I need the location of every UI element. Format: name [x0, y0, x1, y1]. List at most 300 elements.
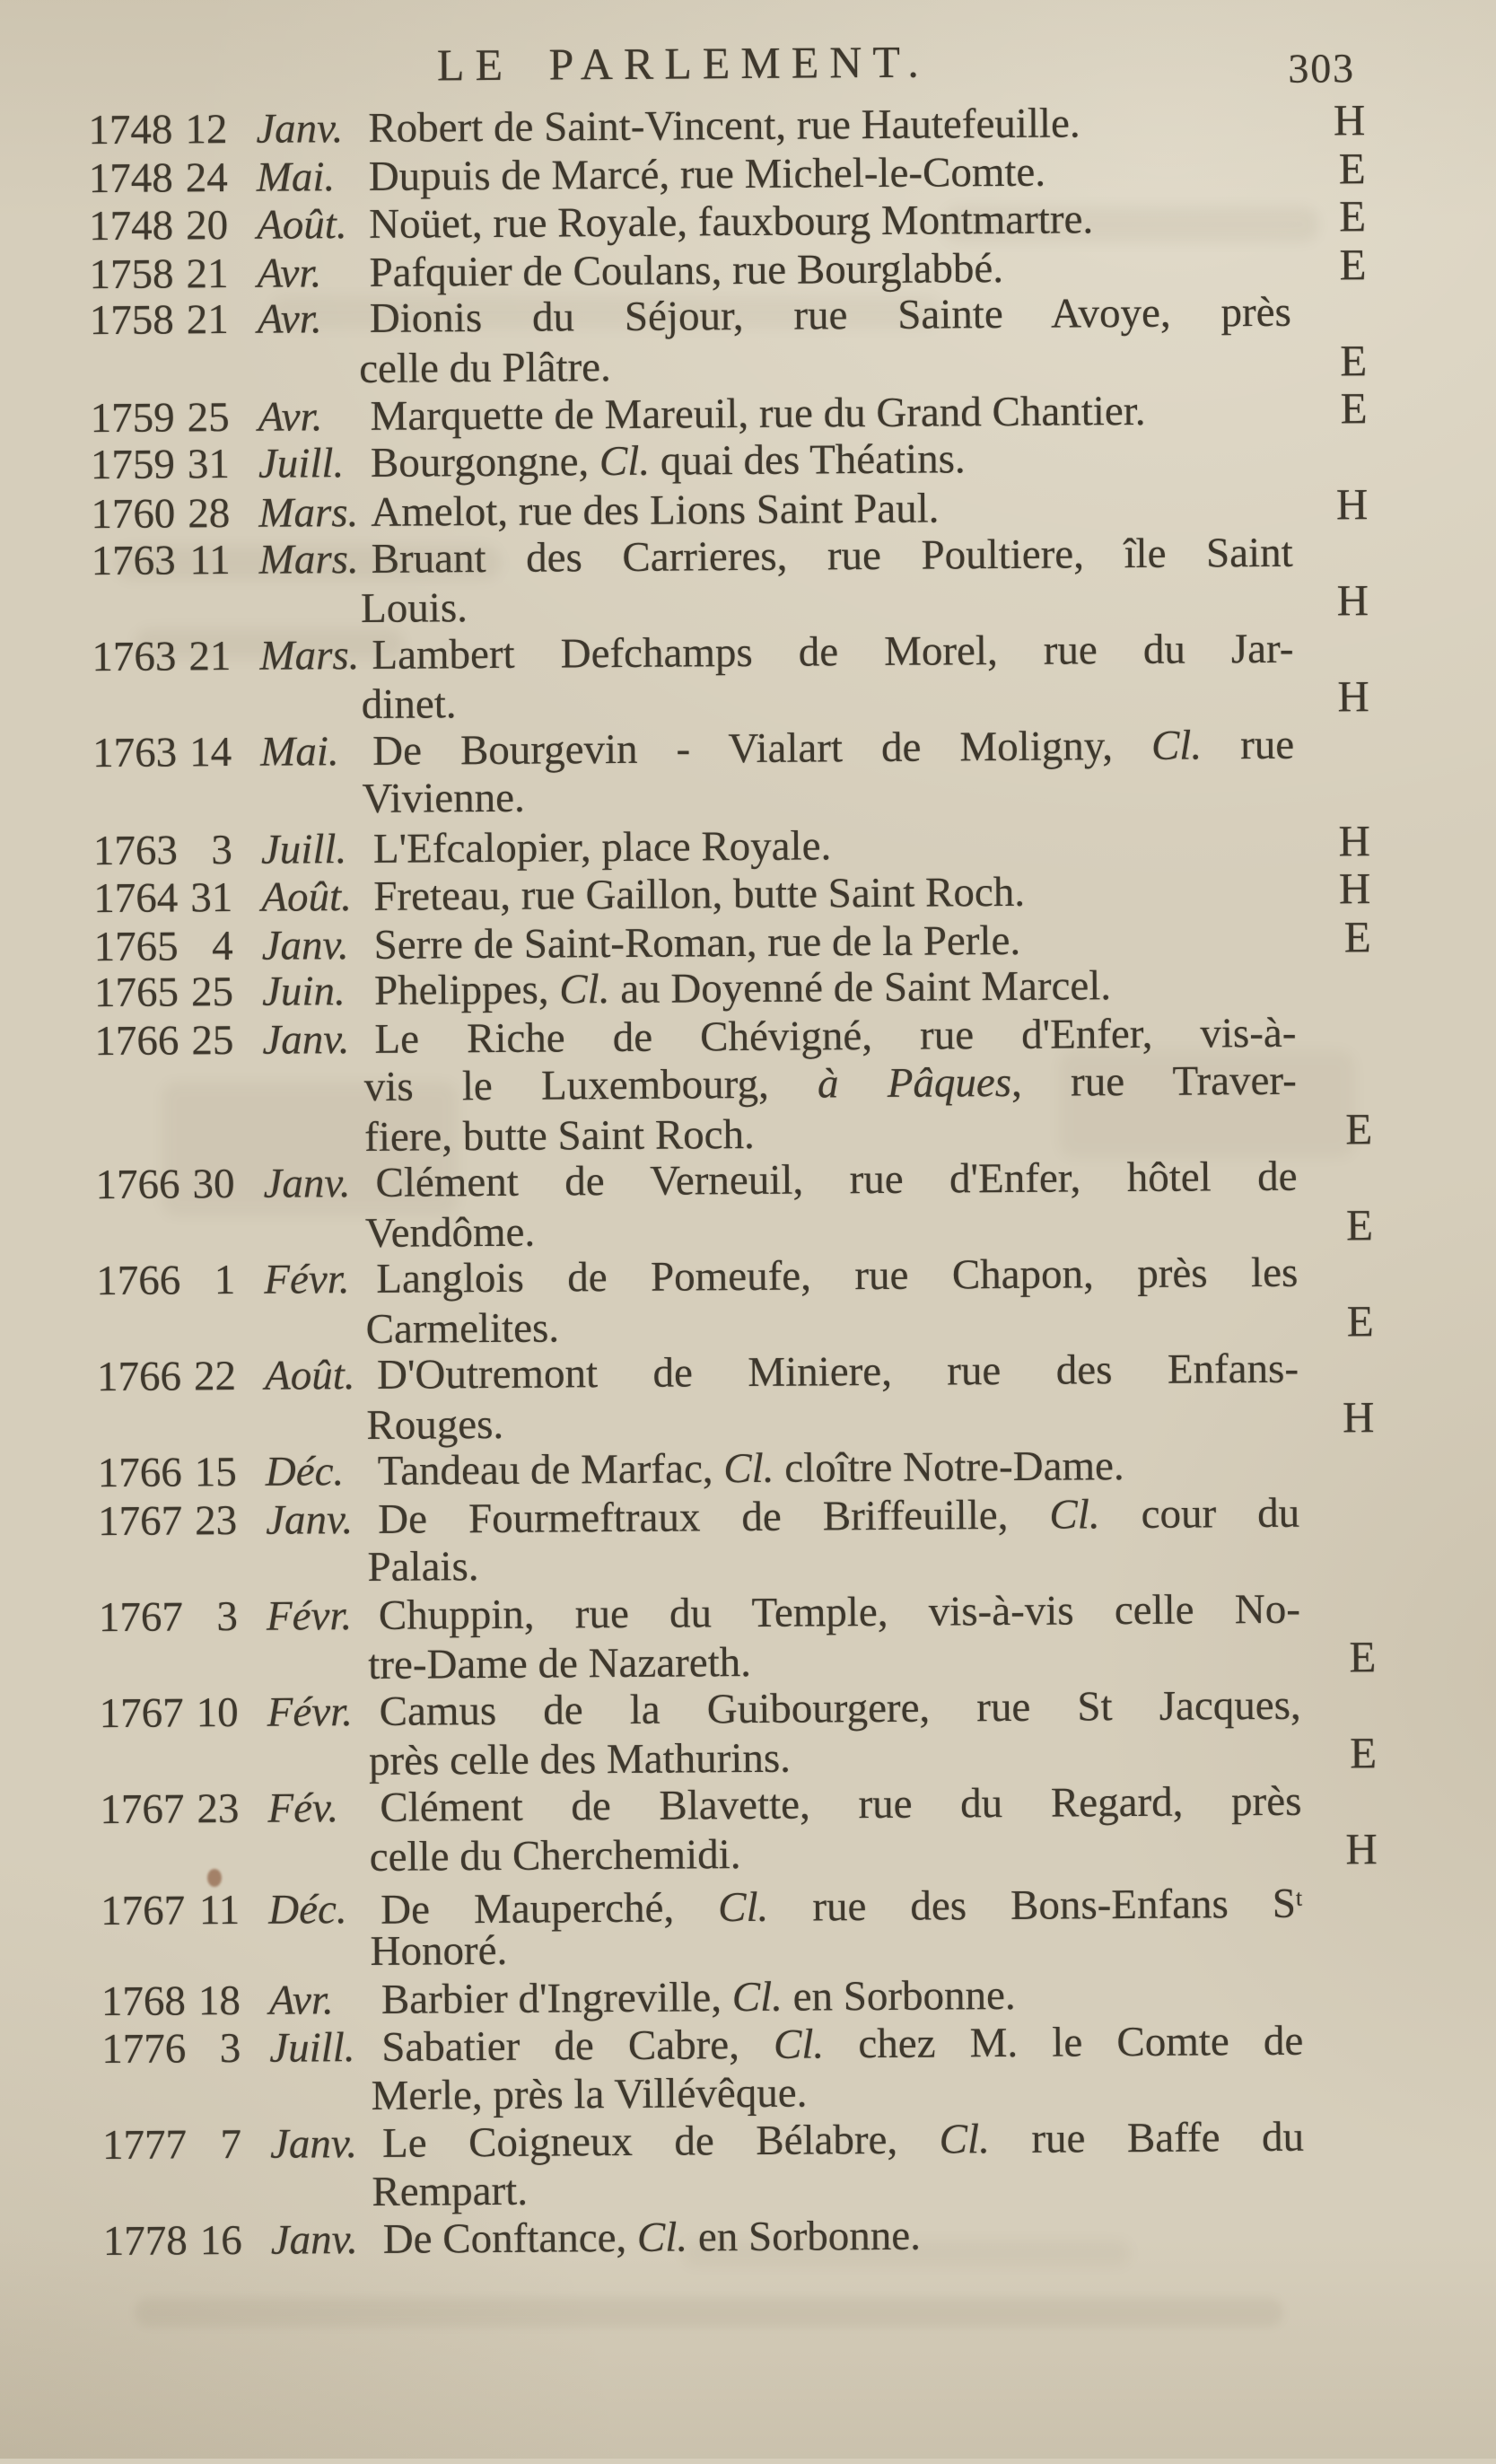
entry-text-line [372, 721, 1294, 776]
entry-text-cell [374, 1009, 1296, 1064]
entry-row [99, 1585, 1378, 1690]
entry-month-cell: Juill. [269, 2024, 355, 2072]
entry-row [91, 433, 1369, 489]
entry-row [89, 145, 1367, 201]
lodging-mark: E [1343, 911, 1372, 961]
entry-day-cell: 18 [197, 1977, 241, 2024]
entry-day-cell: 11 [198, 1887, 241, 1934]
entry-text-line [370, 387, 1291, 442]
entry-text-cell [379, 1681, 1300, 1736]
text-segment: L'Efcalopier, place Royale. [372, 821, 832, 872]
entry-month-cell: Févr. [267, 1688, 354, 1736]
entry-line [97, 1393, 1375, 1450]
lodging-mark [1299, 1381, 1375, 1382]
lodging-mark: H [1337, 671, 1370, 722]
entry-month-cell: Fév. [267, 1784, 339, 1832]
lodging-mark [1304, 2150, 1380, 2151]
page-number: 303 [1288, 45, 1356, 92]
lodging-mark [1295, 805, 1371, 806]
entry-row [90, 384, 1368, 441]
entry-line [101, 1873, 1378, 1935]
entry-text-line [378, 1489, 1299, 1544]
text-segment: dinet. [361, 680, 457, 728]
entry-line [100, 1777, 1378, 1834]
continuation-indent [92, 718, 362, 720]
entry-month-cell: Avr. [268, 1976, 334, 2024]
text-segment: vis le Luxembourg, [363, 1060, 818, 1110]
entry-month-cell: Avr. [257, 295, 322, 343]
entry-text-cell [370, 387, 1291, 442]
entry-text-line [371, 2065, 1303, 2120]
text-segment: Cl. [599, 437, 651, 485]
entry-line [94, 1009, 1372, 1065]
entry-text-line [374, 1009, 1296, 1064]
entry-year-cell: 1776 [101, 2025, 187, 2074]
entry-month-cell: Janv. [261, 921, 349, 969]
continuation-indent [101, 1871, 370, 1872]
entry-text-line [383, 2210, 1305, 2265]
text-segment: fiere, butte Saint Roch. [364, 1110, 755, 1161]
entry-line [94, 913, 1372, 969]
lodging-mark: H [1335, 479, 1369, 530]
entry-month-cell: Janv. [270, 2216, 358, 2264]
entry-day-cell: 12 [185, 106, 228, 153]
entry-year-cell: 1767 [99, 1688, 184, 1737]
text-segment: Louis. [360, 584, 468, 633]
entry-row [91, 480, 1369, 537]
entry-text-line [382, 2114, 1304, 2169]
lodging-mark: H [1338, 815, 1372, 865]
entry-line [101, 1825, 1378, 1881]
lodging-mark [1301, 1718, 1378, 1719]
entry-year-cell: 1767 [98, 1592, 184, 1641]
entry-line [92, 768, 1370, 825]
lodging-mark [1303, 2006, 1379, 2007]
text-segment: Dionis du Séjour, rue Sainte Avoye, près [369, 288, 1291, 342]
entry-year-cell: 1765 [93, 969, 179, 1017]
entry-day-cell: 25 [191, 1016, 234, 1064]
text-segment: Noüet, rue Royale, fauxbourg Montmartre. [368, 196, 1094, 248]
entry-year-cell: 1758 [89, 296, 175, 345]
entry-line [101, 1969, 1379, 2026]
entry-line [101, 2017, 1379, 2074]
text-segment: Sabatier de Cabre, [381, 2021, 774, 2071]
lodging-mark: E [1339, 239, 1368, 289]
entry-row [100, 1777, 1378, 1882]
entry-line [95, 1057, 1373, 1113]
entry-text-cell [369, 242, 1290, 297]
entry-text-cell [368, 99, 1290, 153]
entry-day-cell: 21 [188, 632, 232, 680]
text-segment: rue Baffe du [989, 2113, 1305, 2163]
lodging-mark: H [1336, 575, 1370, 626]
entry-line [99, 1633, 1377, 1689]
lodging-mark: E [1349, 1632, 1378, 1682]
entry-month-cell: Juill. [260, 825, 347, 873]
entry-line [101, 2065, 1379, 2122]
entry-day-cell: 3 [216, 1592, 239, 1640]
entry-year-cell: 1768 [101, 1977, 187, 2025]
lodging-mark [1298, 1189, 1374, 1190]
entry-row [93, 817, 1371, 873]
entry-text-cell [378, 1489, 1299, 1544]
entry-year-cell: 1763 [92, 826, 179, 874]
text-segment: tre-Dame de Nazareth. [368, 1638, 752, 1688]
text-segment: Cl. [1150, 721, 1203, 769]
text-segment: Cl. [939, 2116, 991, 2163]
text-segment: Freteau, rue Gaillon, butte Saint Roch. [373, 868, 1026, 920]
entry-row [92, 625, 1370, 730]
lodging-mark: H [1333, 95, 1367, 145]
lodging-mark: E [1346, 1295, 1375, 1346]
entry-line [100, 1729, 1378, 1785]
lodging-mark [1296, 997, 1372, 998]
text-segment: Le Riche de Chévigné, rue d'Enfer, vis-à- [374, 1009, 1297, 1063]
lodging-mark [1299, 1526, 1376, 1527]
entry-line [89, 145, 1367, 201]
continuation-indent [96, 1246, 365, 1248]
continuation-indent [92, 622, 361, 624]
entry-day-cell: 23 [194, 1496, 238, 1544]
entry-line [102, 2113, 1380, 2170]
text-segment: Rouges. [366, 1400, 504, 1449]
entry-text-cell [372, 2161, 1304, 2216]
entry-month-cell: Avr. [258, 393, 323, 441]
entry-year-cell: 1759 [90, 440, 176, 488]
entry-line [103, 2209, 1381, 2266]
entry-text-cell [370, 289, 1291, 344]
entry-text-cell [371, 483, 1292, 538]
text-segment: Serre de Saint-Roman, rue de la Perle. [373, 916, 1021, 969]
entry-year-cell: 1767 [101, 1887, 186, 1935]
lodging-mark: H [1342, 1391, 1376, 1442]
text-segment: t [1295, 1884, 1303, 1911]
entry-line [92, 672, 1370, 729]
entry-text-cell [369, 195, 1290, 250]
entry-month-cell: Janv. [256, 105, 344, 153]
entry-month-cell: Janv. [262, 1015, 350, 1064]
lodging-mark [1304, 2102, 1380, 2103]
entry-text-line [376, 1250, 1298, 1304]
entry-row [94, 913, 1372, 969]
entry-text-line [367, 1538, 1299, 1592]
continuation-indent [102, 2109, 372, 2110]
entry-text-line [369, 146, 1290, 201]
entry-line [93, 817, 1371, 873]
entry-line [90, 384, 1368, 441]
entry-day-cell: 24 [185, 153, 228, 201]
entry-text-line [374, 961, 1296, 1016]
text-segment: Bruant des Carrieres, rue Poultiere, île Saint [371, 529, 1293, 583]
entry-text-line [372, 2161, 1304, 2216]
text-segment: cour du [1099, 1489, 1300, 1538]
entry-text-cell [380, 1777, 1301, 1832]
continuation-indent [98, 1438, 367, 1440]
entry-line [89, 192, 1367, 249]
entry-row [89, 241, 1367, 297]
entry-row [94, 960, 1372, 1017]
continuation-indent [97, 1342, 366, 1344]
entry-day-cell: 11 [189, 536, 231, 583]
entry-text-line [370, 289, 1291, 344]
entry-day-cell: 3 [211, 826, 233, 873]
entry-text-line [381, 1969, 1303, 2024]
entry-text-cell [362, 769, 1294, 824]
entry-month-cell: Déc. [265, 1448, 345, 1495]
continuation-indent [101, 1965, 371, 1967]
lodging-mark [1301, 1814, 1378, 1815]
entry-text-cell [378, 1442, 1299, 1496]
text-segment: quai des Théatins. [649, 434, 966, 485]
entry-text-line [371, 433, 1292, 487]
text-segment: Merle, près la Villévêque. [371, 2069, 808, 2119]
entry-line [102, 2161, 1380, 2218]
entry-line [95, 1153, 1373, 1209]
text-segment: rue [1201, 721, 1295, 768]
entry-month-cell: Janv. [263, 1160, 351, 1207]
entry-line [92, 625, 1369, 681]
entry-month-cell: Févr. [266, 1592, 353, 1640]
entry-text-line [373, 867, 1295, 922]
entry-year-cell: 1766 [96, 1257, 181, 1305]
text-segment: Vendôme. [364, 1208, 536, 1257]
entry-year-cell: 1748 [88, 106, 173, 154]
lodging-mark [1305, 2246, 1381, 2247]
text-segment: Le Coigneux de Bélabre, [381, 2116, 940, 2167]
lodging-mark [1302, 1916, 1378, 1917]
text-segment: Langlois de Pomeufe, rue Chapon, près les [376, 1249, 1299, 1302]
lodging-mark [1303, 1958, 1379, 1959]
entry-year-cell: 1759 [90, 394, 175, 443]
text-segment: celle du Cherchemidi. [369, 1831, 741, 1881]
lodging-mark: E [1340, 383, 1369, 434]
entry-line [98, 1441, 1376, 1497]
entry-text-line [379, 1585, 1300, 1640]
entry-text-cell [370, 1922, 1302, 1977]
entry-line [99, 1681, 1377, 1738]
entry-month-cell: Août. [264, 1352, 355, 1399]
entry-year-cell: 1766 [97, 1449, 182, 1497]
text-segment: D'Outremont de Miniere, rue des Enfans- [376, 1345, 1299, 1399]
entry-year-cell: 1748 [88, 153, 173, 202]
entry-year-cell: 1766 [95, 1161, 180, 1209]
entry-line [93, 864, 1371, 921]
entry-year-cell: 1778 [102, 2217, 188, 2266]
text-segment: Bourgongne, [370, 437, 600, 487]
text-segment: au Doyenné de Saint Marcel. [609, 962, 1112, 1013]
entry-month-cell: Déc. [268, 1886, 347, 1934]
entry-row [93, 864, 1371, 921]
entry-year-cell: 1758 [89, 250, 174, 298]
lodging-mark [1304, 2198, 1380, 2199]
entry-row [99, 1681, 1378, 1786]
entry-text-line [375, 1153, 1297, 1208]
text-segment: près celle des Mathurins. [368, 1734, 792, 1784]
lodging-mark: E [1340, 335, 1369, 385]
entry-text-cell [377, 1346, 1299, 1400]
entry-day-cell: 23 [197, 1784, 240, 1832]
entry-day-cell: 21 [186, 250, 229, 297]
lodging-mark: E [1345, 1199, 1375, 1250]
text-segment: en Sorbonne. [687, 2212, 922, 2261]
entry-row [90, 288, 1369, 393]
entries-list [88, 96, 1381, 2266]
entry-day-cell: 25 [187, 394, 230, 442]
text-segment: Cl. [773, 2021, 825, 2068]
entry-day-cell: 4 [212, 922, 233, 969]
entry-text-cell [364, 1057, 1297, 1112]
lodging-mark [1298, 1285, 1374, 1286]
text-segment: De Bourgevin - Vialart de Moligny, [372, 722, 1152, 775]
text-segment: Cl. [559, 966, 610, 1013]
entry-month-cell: Août. [256, 201, 347, 249]
entry-day-cell: 21 [186, 296, 230, 344]
entry-text-cell [371, 433, 1292, 487]
text-segment: Carmelites. [365, 1303, 560, 1353]
entry-day-cell: 30 [192, 1160, 235, 1208]
entry-day-cell: 7 [220, 2120, 242, 2169]
entry-text-cell [372, 625, 1293, 680]
text-segment: Cl. [717, 1883, 769, 1931]
text-segment: Cl. [636, 2214, 688, 2261]
lodging-mark [1297, 1093, 1373, 1094]
entry-year-cell: 1777 [101, 2121, 188, 2170]
entry-line [88, 96, 1366, 153]
entry-row [98, 1489, 1377, 1594]
entry-text-cell [373, 867, 1295, 922]
entry-text-cell [372, 529, 1293, 583]
continuation-indent [102, 2205, 372, 2206]
entry-day-cell: 14 [189, 728, 232, 776]
entry-row [97, 1345, 1376, 1450]
entry-text-line [359, 338, 1291, 393]
entry-day-cell: 31 [187, 440, 231, 487]
entry-row [92, 721, 1371, 826]
entry-line [89, 241, 1367, 297]
entry-row [88, 96, 1366, 153]
entry-text-line [374, 915, 1296, 969]
entry-month-cell: Janv. [269, 2120, 358, 2168]
entry-year-cell: 1763 [91, 536, 176, 584]
entry-month-cell: Mars. [259, 631, 360, 680]
entry-day-cell: 15 [194, 1448, 237, 1496]
text-segment: en Sorbonne. [782, 1971, 1016, 2021]
entry-text-cell [376, 1250, 1298, 1304]
entry-day-cell: 25 [190, 969, 234, 1016]
text-segment: Amelot, rue des Lions Saint Paul. [371, 485, 940, 536]
lodging-mark: E [1338, 191, 1368, 241]
entry-text-line [369, 242, 1290, 297]
entry-text-line [379, 1681, 1300, 1736]
continuation-indent [100, 1775, 369, 1776]
entry-line [97, 1345, 1375, 1401]
entry-text-cell [367, 1538, 1299, 1592]
continuation-indent [99, 1679, 368, 1680]
entry-text-line [380, 1777, 1301, 1832]
text-segment: De Fourmeftraux de Briffeuille, [377, 1491, 1050, 1543]
entry-month-cell: Juin. [261, 968, 346, 1015]
entry-text-line [371, 483, 1292, 538]
entry-day-cell: 31 [190, 874, 233, 922]
lodging-mark [1291, 325, 1368, 326]
entry-line [94, 960, 1372, 1017]
entry-text-cell [359, 338, 1291, 393]
entry-text-line [370, 1922, 1302, 1977]
entry-text-cell [381, 1969, 1303, 2024]
entry-row [98, 1441, 1376, 1497]
entry-month-cell: Mai. [260, 727, 339, 776]
lodging-mark: H [1345, 1824, 1378, 1874]
entry-year-cell: 1760 [91, 490, 176, 539]
entry-row [92, 529, 1370, 634]
entry-text-cell [382, 2114, 1304, 2169]
entry-year-cell: 1767 [97, 1496, 183, 1545]
entry-line [99, 1585, 1377, 1642]
text-segment: Lambert Defchamps de Morel, rue du Jar- [372, 625, 1294, 679]
text-segment: Vivienne. [362, 774, 525, 822]
entry-text-cell [369, 146, 1290, 201]
entry-text-cell [374, 961, 1296, 1016]
page-title: LE PARLEMENT. [436, 36, 930, 91]
text-segment: Camus de la Guibourgere, rue St Jacques, [379, 1681, 1301, 1735]
entry-year-cell: 1763 [92, 728, 178, 776]
text-segment: Chuppin, rue du Temple, vis-à-vis celle No- [378, 1585, 1301, 1639]
entry-day-cell: 3 [219, 2024, 241, 2073]
entry-day-cell: 1 [214, 1256, 236, 1304]
entry-line [91, 433, 1369, 489]
continuation-indent [93, 812, 363, 814]
entry-text-line [377, 1346, 1299, 1400]
entry-line [96, 1297, 1374, 1354]
entry-month-cell: Janv. [265, 1495, 354, 1544]
entry-row [94, 1009, 1373, 1162]
entry-year-cell: 1763 [92, 632, 177, 680]
entry-row [103, 2209, 1381, 2266]
text-segment: celle du Plâtre. [359, 343, 611, 392]
entry-text-line [372, 529, 1293, 583]
text-segment: De Mauperché, [381, 1883, 719, 1933]
entry-text-line [362, 769, 1294, 824]
entry-day-cell: 20 [185, 202, 229, 250]
entry-month-cell: Avr. [257, 249, 322, 297]
lodging-mark [1300, 1622, 1377, 1623]
text-segment: Clément de Verneuil, rue d'Enfer, hôtel de [375, 1153, 1298, 1206]
entry-year-cell: 1767 [100, 1784, 185, 1833]
entry-text-line [381, 2018, 1303, 2073]
continuation-indent [95, 1150, 364, 1152]
text-segment: Marquette de Mareuil, rue du Grand Chantier. [370, 387, 1146, 440]
entry-text-cell [373, 819, 1295, 873]
text-segment: Clément de Blavette, rue du Regard, près [380, 1777, 1302, 1831]
text-segment: cloître Notre-Dame. [774, 1442, 1124, 1492]
lodging-mark [1292, 469, 1369, 470]
entry-row [96, 1249, 1375, 1354]
entry-month-cell: Mars. [258, 535, 359, 583]
continuation-indent [99, 1581, 368, 1583]
entry-year-cell: 1765 [93, 922, 179, 970]
text-segment: Cl. [723, 1444, 774, 1493]
entry-line [91, 480, 1369, 537]
text-segment: rue des Bons-Enfans S [768, 1880, 1297, 1931]
text-segment: Tandeau de Marfac, [377, 1445, 724, 1495]
entry-month-cell: Mai. [256, 153, 336, 201]
entry-day-cell: 28 [188, 490, 231, 538]
entry-line [90, 337, 1368, 393]
entry-line [98, 1489, 1376, 1546]
text-segment: chez M. le Comte de [824, 2017, 1304, 2068]
entry-line [92, 721, 1370, 777]
continuation-indent [95, 1100, 364, 1102]
